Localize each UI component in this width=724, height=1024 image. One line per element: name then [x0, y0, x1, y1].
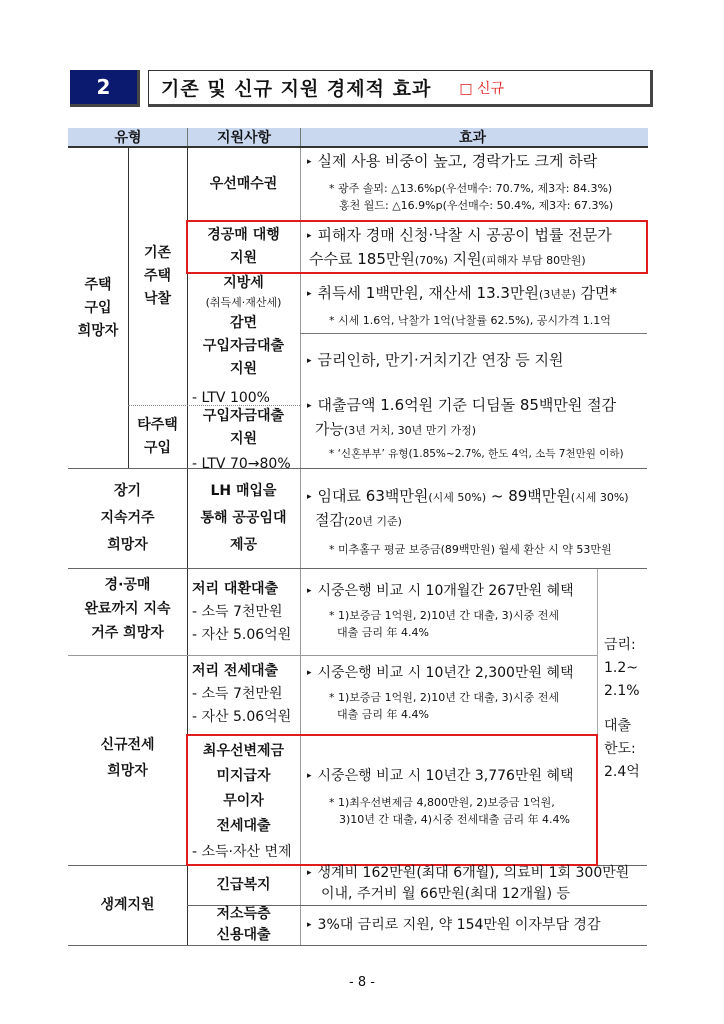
support-priority-purchase — [187, 148, 300, 221]
support-label: 최우선변제금 — [202, 743, 285, 759]
type-line: 경·공매 — [104, 577, 151, 593]
support-label: 지원 — [229, 431, 258, 447]
type-line: 구입 — [84, 299, 112, 316]
support-low-rate-refinance — [192, 578, 300, 648]
support-purchase-loan-existing — [187, 333, 300, 383]
effect-note: 대출 금리 年 4.4% — [337, 708, 429, 721]
side-note-line: 2.4억 — [604, 764, 640, 780]
support-label: 미지급자 — [216, 768, 271, 784]
support-label: 제공 — [229, 536, 258, 553]
effect-note: 홍천 월드: △16.9%p(우선매수: 50.4%, 제3자: 67.3%) — [339, 199, 614, 212]
support-label: 전세대출 — [216, 818, 271, 834]
effect-note: 3)10년 간 대출, 4)시중 전세대출 금리 年 4.4% — [339, 813, 571, 826]
effect-text: 가능 — [315, 420, 344, 438]
support-label: 신용대출 — [216, 927, 271, 943]
section-number-box — [70, 70, 140, 107]
effect-note: * 시세 1.6억, 낙찰가 1억(낙찰률 62.5%), 공시가격 1.1억 — [329, 314, 611, 327]
effect-note: * 1)보증금 1억원, 2)10년 간 대출, 3)시중 전세 — [329, 609, 559, 622]
effect-text: 시중은행 비교 시 10년간 2,300만원 혜택 — [317, 665, 574, 681]
effect-text: 시중은행 비교 시 10년간 3,776만원 혜택 — [317, 768, 574, 784]
support-label: 구입자금대출 — [202, 408, 285, 424]
support-condition-text: - 소득 7천만원 — [192, 686, 283, 702]
type-line: 희망자 — [77, 322, 119, 339]
bullet-icon: ▸ — [307, 401, 312, 411]
support-label: 지원 — [229, 250, 258, 266]
highlight-box — [186, 220, 648, 274]
bullet-icon: ▸ — [307, 492, 312, 502]
bullet-icon: ▸ — [307, 356, 312, 366]
effect-text: (20년 기준) — [343, 515, 402, 528]
support-emergency-welfare — [187, 865, 300, 905]
effect-text: 대출금액 1.6억원 기준 디딤돌 85백만원 절감 — [317, 396, 617, 414]
support-label: 지방세 — [223, 275, 264, 291]
effect-text: 실제 사용 비중이 높고, 경락가도 크게 하락 — [317, 152, 598, 170]
effect-text: 절감 — [315, 511, 344, 529]
support-condition-text: - 소득 7천만원 — [192, 604, 283, 620]
bullet-icon: ▸ — [307, 920, 312, 930]
effect-text: 3%대 금리로 지원, 약 154만원 이자부담 경감 — [317, 917, 601, 933]
support-condition-text: - 자산 5.06억원 — [192, 627, 292, 643]
type-line: 생계지원 — [100, 896, 155, 913]
spacer — [604, 703, 644, 715]
page-number: - 8 - — [349, 975, 375, 990]
support-label: LH 매입을 — [210, 482, 277, 499]
support-label: 저리 대환대출 — [192, 581, 279, 597]
effect-low-income-credit-loan — [307, 914, 647, 937]
support-label: 우선매수권 — [209, 176, 278, 192]
side-note-line: 대출 — [604, 718, 632, 734]
bullet-icon: ▸ — [307, 586, 312, 596]
support-label: 무이자 — [223, 793, 264, 809]
effect-purchase-loan-existing — [307, 349, 645, 373]
subtype-line: 구입 — [143, 439, 172, 456]
support-label: 긴급복지 — [216, 876, 271, 893]
support-condition-text: - 소득·자산 면제 — [192, 843, 292, 860]
side-note-line: 한도: — [604, 741, 636, 757]
subtype-line: 낙찰 — [143, 291, 172, 307]
subtype-line: 타주택 — [137, 416, 178, 433]
support-purchase-loan-other — [187, 405, 300, 451]
support-label: 구입자금대출 — [202, 338, 285, 354]
subtype-line: 주택 — [143, 268, 172, 284]
type-line: 완료까지 지속 — [84, 601, 171, 617]
effect-lh-public-rental — [307, 485, 645, 558]
column-header-support: 지원사항 — [216, 130, 272, 146]
table-header — [68, 128, 648, 148]
bullet-icon: ▸ — [307, 289, 312, 299]
effect-note: * 1)보증금 1억원, 2)10년 간 대출, 3)시중 전세 — [329, 691, 559, 704]
side-note-line: 1.2~ — [604, 660, 638, 676]
type-line: 희망자 — [107, 763, 148, 779]
effect-text: ~ 89백만원 — [486, 487, 571, 505]
subtype-existing-house — [128, 148, 187, 405]
bullet-icon: ▸ — [307, 231, 312, 241]
effect-text: (시세 50%) — [428, 491, 487, 504]
effect-text: (피해자 부담 80만원) — [481, 254, 586, 267]
effect-text: (시세 30%) — [570, 491, 629, 504]
column-header-type: 유형 — [114, 130, 142, 146]
support-condition — [192, 455, 300, 472]
support-lh-public-rental — [187, 468, 300, 568]
type-living-support — [68, 865, 187, 945]
support-local-tax — [187, 273, 300, 333]
effect-text: 피해자 경매 신청·낙찰 시 공공이 법률 전문가 — [317, 226, 612, 244]
type-line: 주택 — [84, 276, 112, 293]
effect-text: 시중은행 비교 시 10개월간 267만원 혜택 — [317, 583, 574, 599]
effect-text: 이내, 주거비 월 66만원(최대 12개월) 등 — [321, 886, 571, 902]
effect-purchase-loan-other — [307, 394, 645, 463]
subtype-other-house — [128, 405, 187, 468]
support-label: 저소득층 — [216, 906, 271, 922]
type-line: 장기 — [113, 482, 142, 499]
effect-text: (3년분) — [538, 288, 576, 301]
grid-line — [68, 945, 647, 946]
effect-note: * ‘신혼부부’ 유형(1.85%~2.7%, 한도 4억, 소득 7천만원 이하) — [329, 448, 624, 460]
effect-text: 임대료 63백만원 — [317, 487, 429, 505]
type-long-term-residence — [68, 468, 187, 568]
effect-text: (70%) — [414, 254, 448, 267]
subtype-line: 기존 — [143, 245, 172, 261]
type-new-jeonse — [68, 735, 187, 781]
effect-note: * 광주 솔뫼: △13.6%p(우선매수: 70.7%, 제3자: 84.3%) — [329, 182, 613, 195]
support-condition-text: - 자산 5.06억원 — [192, 709, 292, 725]
effect-emergency-welfare — [307, 863, 647, 905]
section-title: 기존 및 신규 지원 경제적 효과 — [161, 78, 432, 100]
effect-note: * 1)최우선변제금 4,800만원, 2)보증금 1억원, — [329, 796, 555, 809]
header-divider — [187, 128, 188, 146]
support-label: 감면 — [229, 315, 258, 331]
side-note-line: 금리: — [604, 637, 636, 653]
effect-text: 취득세 1백만원, 재산세 13.3만원 — [317, 284, 539, 302]
support-low-rate-jeonse-loan — [192, 660, 300, 735]
section-number: 2 — [96, 75, 111, 99]
bullet-icon: ▸ — [307, 771, 312, 781]
bullet-icon: ▸ — [307, 668, 312, 678]
column-header-effect: 효과 — [458, 130, 487, 146]
side-note-rate-limit — [604, 634, 644, 784]
support-label: 지원 — [229, 361, 258, 377]
effect-text: 지원 — [447, 250, 482, 268]
effect-text: 감면* — [575, 284, 618, 302]
bullet-icon: ▸ — [307, 868, 312, 878]
grid-line — [300, 333, 647, 334]
type-line: 희망자 — [107, 536, 148, 553]
effect-priority-purchase — [307, 150, 645, 214]
side-note-line: 2.1% — [604, 683, 640, 699]
support-low-income-credit-loan — [187, 905, 300, 945]
effect-low-rate-jeonse-loan — [307, 662, 597, 723]
support-label: 통해 공공임대 — [200, 509, 287, 526]
header-divider — [300, 128, 301, 146]
effect-text: 금리인하, 만기·거치기간 연장 등 지원 — [317, 351, 564, 369]
type-line: 신규전세 — [100, 737, 155, 753]
support-condition-text: - LTV 70→80% — [192, 455, 291, 472]
section-title-box — [148, 70, 653, 107]
type-line: 거주 희망자 — [91, 625, 164, 641]
effect-local-tax — [307, 282, 645, 329]
highlight-box — [186, 734, 598, 866]
effect-low-rate-refinance — [307, 580, 597, 641]
type-line: 지속거주 — [100, 509, 155, 526]
effect-text: (3년 거치, 30년 만기 가정) — [343, 424, 477, 437]
bullet-icon: ▸ — [307, 157, 312, 167]
effect-text: 생계비 162만원(최대 6개월), 의료비 1회 300만원 — [317, 865, 630, 881]
support-sublabel: (취득세·재산세) — [205, 296, 282, 309]
type-auction-completion — [68, 574, 187, 644]
support-label: 경공매 대행 — [207, 227, 280, 243]
type-housing-purchase — [68, 148, 128, 468]
support-condition-text: - LTV 100% — [192, 389, 270, 406]
effect-text: 수수료 185만원 — [309, 250, 415, 268]
effect-note: 대출 금리 年 4.4% — [337, 626, 429, 639]
new-badge: □ 신규 — [459, 80, 505, 97]
grid-line — [68, 655, 597, 656]
effect-note: * 미추홀구 평균 보증금(89백만원) 월세 환산 시 약 53만원 — [329, 543, 612, 556]
support-label: 저리 전세대출 — [192, 663, 279, 679]
grid-line — [68, 568, 647, 569]
